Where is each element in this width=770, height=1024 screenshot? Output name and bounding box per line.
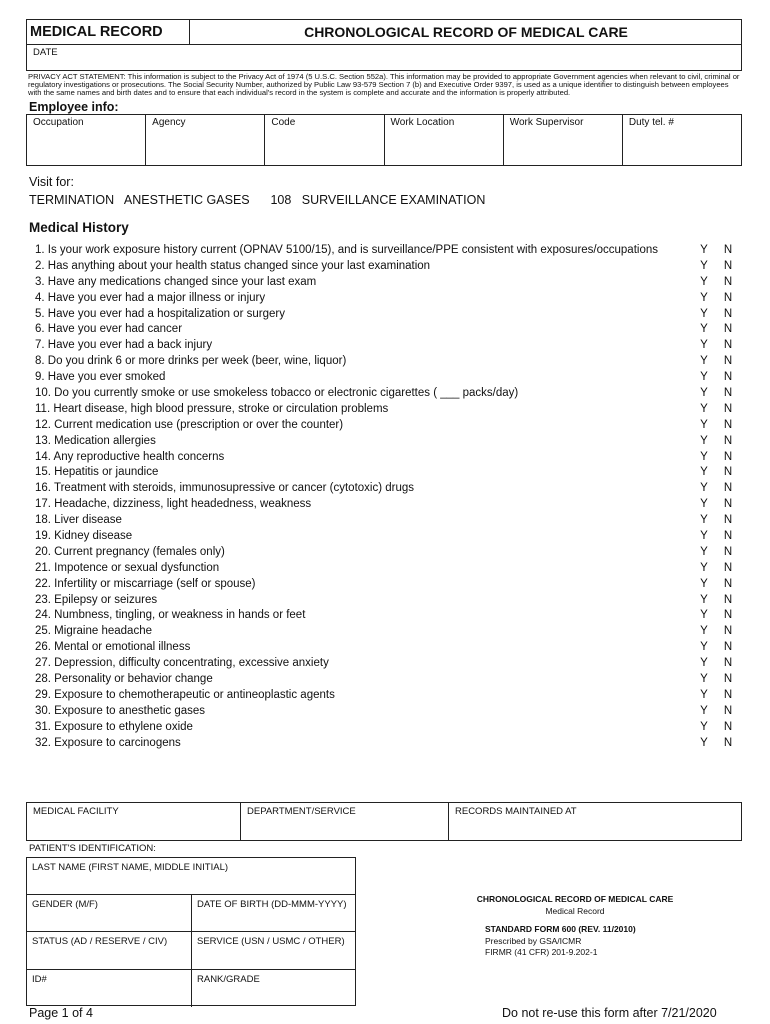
question-row bbox=[29, 688, 745, 704]
pid-row-gender bbox=[27, 895, 355, 932]
question-row bbox=[29, 593, 745, 609]
question-text: 7. Have you ever had a back injury bbox=[35, 339, 213, 352]
date-of-birth-field[interactable]: DATE OF BIRTH (DD-MMM-YYYY) bbox=[191, 895, 355, 931]
question-row bbox=[29, 370, 745, 386]
no-option[interactable]: N bbox=[723, 244, 733, 256]
occupation-field[interactable]: Occupation bbox=[27, 115, 146, 165]
question-row bbox=[29, 672, 745, 688]
question-text: 2. Has anything about your health status changed since your last examination bbox=[35, 259, 431, 272]
code-field[interactable]: Code bbox=[265, 115, 384, 165]
question-text: 27. Depression, difficulty concentrating, excessive anxiety bbox=[35, 657, 329, 670]
yes-option[interactable]: Y bbox=[700, 355, 708, 368]
yes-option[interactable]: Y bbox=[700, 339, 708, 352]
yes-option[interactable]: Y bbox=[700, 736, 708, 749]
no-option[interactable]: N bbox=[723, 418, 733, 431]
yes-option[interactable]: Y bbox=[700, 418, 708, 431]
visit-value: TERMINATION ANESTHETIC GASES 108 SURVEILLANCE EXAMINATION bbox=[29, 193, 486, 207]
question-text: 22. Infertility or miscarriage (self or spouse) bbox=[35, 577, 256, 590]
no-option[interactable]: N bbox=[723, 355, 733, 368]
yes-option[interactable]: Y bbox=[700, 371, 708, 384]
question-text: 3. Have any medications changed since your last exam bbox=[35, 275, 317, 288]
no-option[interactable]: N bbox=[723, 466, 733, 479]
visit-label: Visit for: bbox=[29, 175, 74, 189]
no-option[interactable]: N bbox=[723, 577, 733, 590]
question-text: 30. Exposure to anesthetic gases bbox=[35, 704, 206, 717]
question-row bbox=[29, 481, 745, 497]
question-text: 9. Have you ever smoked bbox=[35, 371, 166, 384]
yes-option[interactable]: Y bbox=[700, 307, 708, 320]
yes-option[interactable]: Y bbox=[700, 434, 708, 447]
yes-option[interactable]: Y bbox=[700, 577, 708, 590]
yes-option[interactable]: Y bbox=[700, 291, 708, 304]
records-maintained-field[interactable]: RECORDS MAINTAINED AT bbox=[455, 806, 577, 817]
no-option[interactable]: N bbox=[723, 498, 733, 511]
employee-info-table bbox=[26, 114, 742, 166]
agency-field[interactable]: Agency bbox=[146, 115, 265, 165]
question-row bbox=[29, 529, 745, 545]
question-row bbox=[29, 513, 745, 529]
question-row bbox=[29, 577, 745, 593]
work-location-field[interactable]: Work Location bbox=[385, 115, 504, 165]
no-option[interactable]: N bbox=[723, 704, 733, 717]
no-option[interactable]: N bbox=[723, 530, 733, 543]
question-row bbox=[29, 322, 745, 338]
question-text: 17. Headache, dizziness, light headedness, weakness bbox=[35, 498, 312, 511]
no-option[interactable]: N bbox=[723, 609, 733, 622]
question-text: 29. Exposure to chemotherapeutic or antineoplastic agents bbox=[35, 688, 335, 701]
id-field[interactable]: ID# bbox=[32, 974, 47, 985]
question-text: 19. Kidney disease bbox=[35, 530, 133, 543]
yes-option[interactable]: Y bbox=[700, 545, 708, 558]
question-row bbox=[29, 354, 745, 370]
no-option[interactable]: N bbox=[723, 657, 733, 670]
medical-history-list bbox=[29, 243, 745, 752]
yes-option[interactable]: Y bbox=[700, 625, 708, 638]
question-text: 18. Liver disease bbox=[35, 514, 122, 527]
yes-option[interactable]: Y bbox=[700, 530, 708, 543]
reuse-notice: Do not re-use this form after 7/21/2020 bbox=[502, 1006, 717, 1020]
yes-option[interactable]: Y bbox=[700, 657, 708, 670]
work-supervisor-field[interactable]: Work Supervisor bbox=[504, 115, 623, 165]
question-text: 28. Personality or behavior change bbox=[35, 673, 213, 686]
question-text: 26. Mental or emotional illness bbox=[35, 641, 191, 654]
sf-number: STANDARD FORM 600 (REV. 11/2010) bbox=[485, 924, 636, 934]
question-row bbox=[29, 338, 745, 354]
yes-option[interactable]: Y bbox=[700, 593, 708, 606]
question-text: 21. Impotence or sexual dysfunction bbox=[35, 561, 220, 574]
question-row bbox=[29, 704, 745, 720]
patient-identification-label: PATIENT'S IDENTIFICATION: bbox=[29, 843, 156, 854]
no-option[interactable]: N bbox=[723, 561, 733, 574]
no-option[interactable]: N bbox=[723, 720, 733, 733]
no-option[interactable]: N bbox=[723, 625, 733, 638]
no-option[interactable]: N bbox=[723, 688, 733, 701]
question-row bbox=[29, 624, 745, 640]
yes-option[interactable]: Y bbox=[700, 259, 708, 272]
question-row bbox=[29, 450, 745, 466]
no-option[interactable]: N bbox=[723, 402, 733, 415]
question-row bbox=[29, 434, 745, 450]
employee-info-title: Employee info: bbox=[29, 100, 119, 114]
yes-option[interactable]: Y bbox=[700, 561, 708, 574]
question-text: 12. Current medication use (prescription or over the counter) bbox=[35, 418, 344, 431]
question-text: 25. Migraine headache bbox=[35, 625, 152, 638]
sf-prescribed: Prescribed by GSA/ICMR bbox=[485, 936, 582, 946]
question-row bbox=[29, 640, 745, 656]
question-text: 6. Have you ever had cancer bbox=[35, 323, 183, 336]
question-row bbox=[29, 402, 745, 418]
question-text: 10. Do you currently smoke or use smokeless tobacco or electronic cigarettes ( ___ packs/day) bbox=[35, 387, 519, 400]
pid-row-status bbox=[27, 932, 355, 970]
yes-option[interactable]: Y bbox=[700, 704, 708, 717]
question-row bbox=[29, 386, 745, 402]
pid-row-name bbox=[27, 858, 355, 895]
question-text: 23. Epilepsy or seizures bbox=[35, 593, 158, 606]
question-row bbox=[29, 418, 745, 434]
yes-option[interactable]: Y bbox=[700, 514, 708, 527]
no-option[interactable]: N bbox=[723, 482, 733, 495]
no-option[interactable]: N bbox=[723, 323, 733, 336]
yes-option[interactable]: Y bbox=[700, 498, 708, 511]
question-text: 1. Is your work exposure history current (OPNAV 5100/15), and is surveillance/PPE consistent with exposures/occupations bbox=[35, 244, 658, 256]
no-option[interactable]: N bbox=[723, 259, 733, 272]
no-option[interactable]: N bbox=[723, 450, 733, 463]
question-row bbox=[29, 465, 745, 481]
status-field[interactable]: STATUS (AD / RESERVE / CIV) bbox=[32, 936, 168, 947]
question-row bbox=[29, 291, 745, 307]
form-title: CHRONOLOGICAL RECORD OF MEDICAL CARE bbox=[304, 24, 628, 40]
question-row bbox=[29, 243, 745, 259]
no-option[interactable]: N bbox=[723, 673, 733, 686]
gender-field[interactable]: GENDER (M/F) bbox=[32, 899, 98, 910]
yes-option[interactable]: Y bbox=[700, 402, 708, 415]
yes-option[interactable]: Y bbox=[700, 609, 708, 622]
yes-option[interactable]: Y bbox=[700, 466, 708, 479]
question-text: 13. Medication allergies bbox=[35, 434, 156, 447]
medical-facility-field[interactable]: MEDICAL FACILITY bbox=[27, 803, 241, 840]
question-row bbox=[29, 720, 745, 736]
facility-table bbox=[26, 802, 742, 841]
no-option[interactable]: N bbox=[723, 291, 733, 304]
question-row bbox=[29, 307, 745, 323]
last-name-field[interactable]: LAST NAME (FIRST NAME, MIDDLE INITIAL) bbox=[32, 862, 229, 873]
question-text: 15. Hepatitis or jaundice bbox=[35, 466, 159, 479]
yes-option[interactable]: Y bbox=[700, 450, 708, 463]
question-row bbox=[29, 545, 745, 561]
question-text: 20. Current pregnancy (females only) bbox=[35, 545, 225, 558]
sf-firmr: FIRMR (41 CFR) 201-9.202-1 bbox=[485, 947, 598, 957]
question-text: 24. Numbness, tingling, or weakness in hands or feet bbox=[35, 609, 306, 622]
no-option[interactable]: N bbox=[723, 339, 733, 352]
question-text: 5. Have you ever had a hospitalization or surgery bbox=[35, 307, 285, 320]
yes-option[interactable]: Y bbox=[700, 641, 708, 654]
patient-identification-box bbox=[26, 857, 356, 1006]
sf-title: CHRONOLOGICAL RECORD OF MEDICAL CARE bbox=[476, 894, 674, 904]
question-row bbox=[29, 275, 745, 291]
service-field[interactable]: SERVICE (USN / USMC / OTHER) bbox=[191, 932, 355, 969]
date-field[interactable]: DATE bbox=[33, 47, 58, 58]
no-option[interactable]: N bbox=[723, 736, 733, 749]
yes-option[interactable]: Y bbox=[700, 323, 708, 336]
pid-row-id bbox=[27, 970, 355, 1007]
no-option[interactable]: N bbox=[723, 387, 733, 400]
duty-tel-field[interactable]: Duty tel. # bbox=[628, 117, 674, 128]
privacy-statement: PRIVACY ACT STATEMENT: This information is subject to the Privacy Act of 1974 (5 U.S.C. Section 552a). This information may be provided to appropriate Government agencies when relevant to civil, criminal or regulatory investigations or prosecutions. The Social Security Number, authorized by Public Law 93-579 Section 7 (b) and Executive Order 9397, is used as a unique identifier to distinguish between employees with the same names and birth dates and to ensure that each individual's record in the system is complete and accurate and the information is properly attributed. bbox=[28, 72, 740, 98]
yes-option[interactable]: Y bbox=[700, 387, 708, 400]
no-option[interactable]: N bbox=[723, 307, 733, 320]
yes-option[interactable]: Y bbox=[700, 275, 708, 288]
no-option[interactable]: N bbox=[723, 275, 733, 288]
rank-grade-field[interactable]: RANK/GRADE bbox=[191, 970, 355, 1007]
question-text: 14. Any reproductive health concerns bbox=[35, 450, 225, 463]
question-row bbox=[29, 736, 745, 752]
no-option[interactable]: N bbox=[723, 434, 733, 447]
department-service-field[interactable]: DEPARTMENT/SERVICE bbox=[241, 803, 449, 840]
question-text: 11. Heart disease, high blood pressure, stroke or circulation problems bbox=[35, 402, 389, 415]
sf-subtitle: Medical Record bbox=[545, 906, 605, 916]
question-row bbox=[29, 259, 745, 275]
no-option[interactable]: N bbox=[723, 371, 733, 384]
medical-history-title: Medical History bbox=[29, 220, 129, 235]
yes-option[interactable]: Y bbox=[700, 673, 708, 686]
yes-option[interactable]: Y bbox=[700, 244, 708, 256]
page-number: Page 1 of 4 bbox=[29, 1006, 93, 1020]
question-row bbox=[29, 497, 745, 513]
no-option[interactable]: N bbox=[723, 514, 733, 527]
medical-record-title: MEDICAL RECORD bbox=[30, 24, 163, 40]
question-row bbox=[29, 608, 745, 624]
question-text: 16. Treatment with steroids, immunosupressive or cancer (cytotoxic) drugs bbox=[35, 482, 415, 495]
yes-option[interactable]: Y bbox=[700, 688, 708, 701]
question-text: 8. Do you drink 6 or more drinks per week (beer, wine, liquor) bbox=[35, 355, 347, 368]
question-text: 4. Have you ever had a major illness or injury bbox=[35, 291, 266, 304]
no-option[interactable]: N bbox=[723, 593, 733, 606]
question-row bbox=[29, 561, 745, 577]
question-text: 31. Exposure to ethylene oxide bbox=[35, 720, 193, 733]
yes-option[interactable]: Y bbox=[700, 482, 708, 495]
yes-option[interactable]: Y bbox=[700, 720, 708, 733]
question-row bbox=[29, 656, 745, 672]
question-text: 32. Exposure to carcinogens bbox=[35, 736, 181, 749]
no-option[interactable]: N bbox=[723, 641, 733, 654]
no-option[interactable]: N bbox=[723, 545, 733, 558]
